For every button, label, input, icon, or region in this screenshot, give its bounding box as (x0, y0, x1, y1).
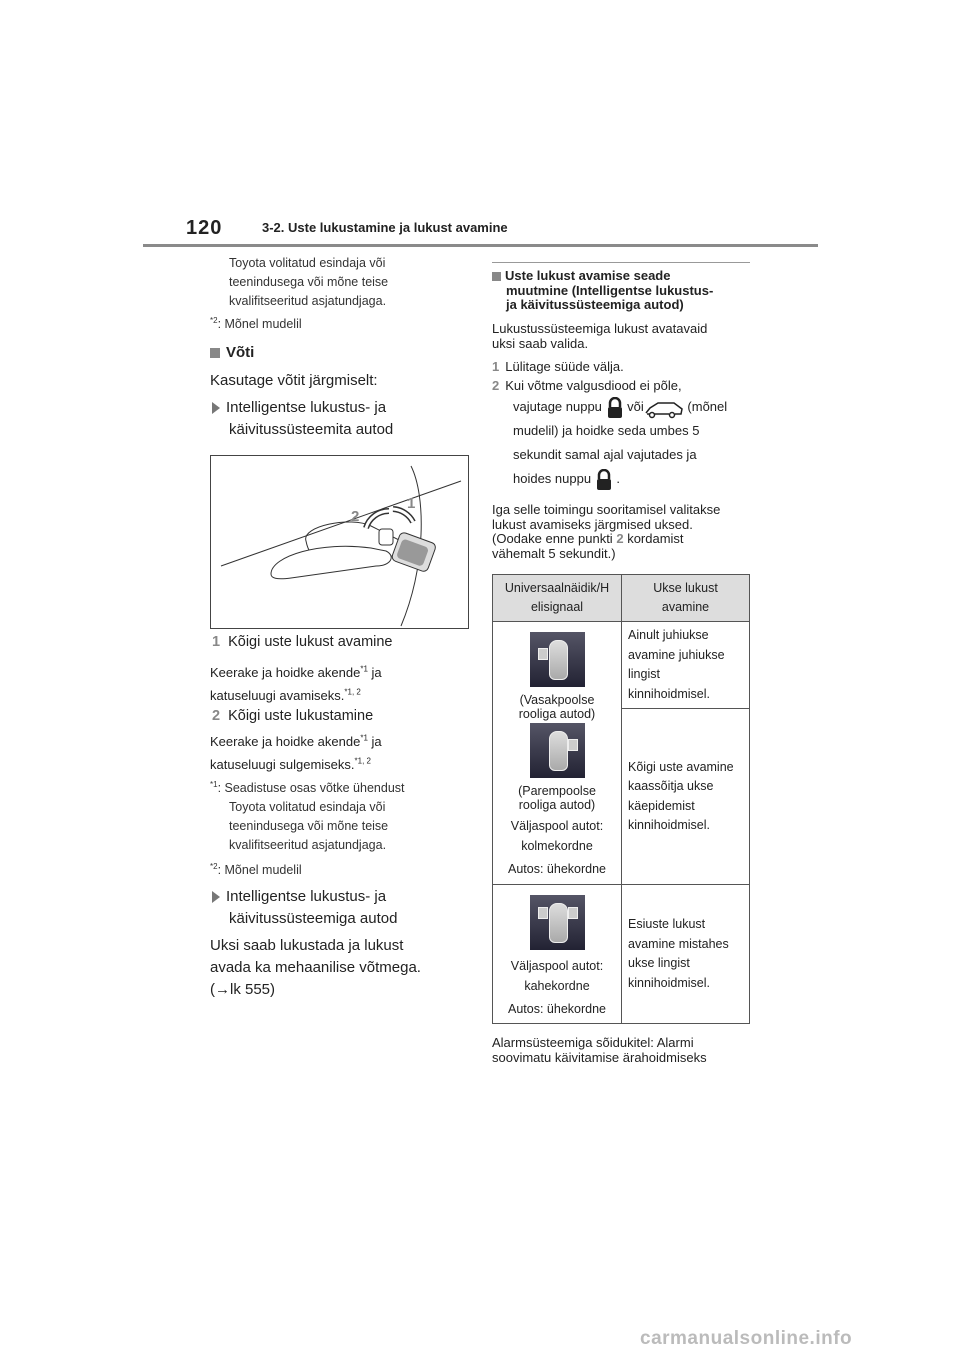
text-line: käivitussüsteemita autod (229, 421, 394, 438)
lock-icon (595, 469, 613, 491)
text-line: Toyota volitatud esindaja või (229, 256, 386, 270)
text-line: sekundit samal ajal vajutades ja (513, 447, 697, 462)
text-line: avada ka mehaanilise võtmega. (210, 959, 421, 976)
text-line: muutmine (Intelligentse lukustus- (506, 282, 714, 298)
footnote-marker: *1 (360, 664, 368, 674)
door-handle-illustration (211, 456, 468, 628)
text-line: teenindusega või mõne teise (229, 819, 389, 833)
figure-label-2: 2 (351, 508, 360, 525)
text-line: Lukustussüsteemiga lukust avatavaid (492, 321, 708, 336)
page-reference: (→lk 555) (210, 981, 276, 998)
item-1 (212, 631, 393, 653)
text-line: ja käivitussüsteemiga autod) (506, 297, 684, 312)
text-line: . (616, 471, 620, 486)
text-line: ja (367, 734, 382, 749)
item-title: Kõigi uste lukust avamine (228, 634, 393, 650)
text-line: Intelligentse lukustus- ja (226, 888, 387, 905)
triangle-bullet-icon (212, 402, 220, 414)
text-line: Toyota volitatud esindaja või (229, 800, 386, 814)
text-line: lukust avamiseks järgmised uksed. (492, 516, 693, 532)
car-all-doors-icon (530, 895, 585, 950)
footnote-1 (210, 779, 460, 855)
item-number: 2 (212, 708, 221, 724)
text-line: kvalifitseeritud asjatundjaga. (229, 294, 387, 308)
text-line: mudelil) ja hoidke seda umbes 5 (513, 423, 700, 438)
triangle-bullet-icon (212, 891, 220, 903)
text-line: teenindusega või mõne teise (229, 275, 389, 289)
text-line: : Seadistuse osas võtke ühendust (217, 781, 405, 795)
item-2-desc (210, 730, 382, 776)
footnote-text: : Mõnel mudelil (217, 863, 302, 877)
step-number: 1 (492, 359, 500, 374)
key-figure (210, 455, 469, 629)
right-heading (492, 269, 713, 313)
unlock-settings-table (492, 574, 750, 1024)
text-line: või (627, 399, 644, 414)
table-row (493, 622, 750, 709)
car-driver-door-right-icon (530, 723, 585, 778)
item-title: Kõigi uste lukustamine (228, 708, 374, 724)
text-line: kordamist (627, 531, 684, 546)
table-header-signal: Universaalnäidik/H elisignaal (493, 575, 622, 622)
footnote-marker: *2 (210, 315, 218, 325)
lock-icon (606, 397, 624, 419)
right-heading-rule (492, 262, 750, 263)
header-rule (143, 244, 818, 247)
text-line: käivitussüsteemiga autod (229, 910, 398, 927)
subheading-without-system (212, 397, 393, 441)
table-cell-unlock: Ainult juhiukse avamine juhiukse lingist kinnihoidmisel. (622, 622, 750, 709)
text-line: Intelligentse lukustus- ja (226, 399, 387, 416)
footnote-marker: *1, 2 (344, 687, 361, 697)
car-outline-icon (644, 397, 684, 419)
text-line: kvalifitseeritud asjatundjaga. (229, 838, 387, 852)
square-bullet-icon (492, 272, 501, 281)
item-number: 1 (212, 634, 221, 650)
table-cell-unlock: Kõigi uste avamine kaassõitja ukse käepidemist kinnihoidmisel. (622, 709, 750, 885)
footnote-marker: *1 (210, 779, 218, 789)
table-cell-unlock: Esiuste lukust avamine mistahes ukse lingist kinnihoidmisel. (622, 885, 750, 1024)
text-line: hoides nuppu (513, 471, 592, 486)
step-reference: 2 (616, 531, 624, 546)
car-driver-door-left-icon (530, 632, 585, 687)
mechanical-key-text (210, 935, 421, 1001)
heading-text: Võti (226, 344, 255, 361)
table-cell-signal: Väljaspool autot: kahekordne Autos: ühekordne (493, 885, 622, 1024)
text-line: vähemalt 5 sekundit.) (492, 545, 616, 561)
after-steps-text (492, 503, 720, 561)
alarm-note (492, 1036, 707, 1065)
text-line: (Oodake enne punkti (492, 531, 613, 546)
footnote-2a (210, 315, 302, 334)
footnote-marker: *1 (360, 733, 368, 743)
step-number: 2 (492, 378, 500, 393)
key-intro: Kasutage võtit järgmiselt: (210, 372, 378, 389)
figure-label-1: 1 (407, 495, 416, 512)
text-line: uksi saab valida. (492, 335, 589, 351)
text-line: (mõnel (687, 399, 728, 414)
text-line: ja (367, 665, 382, 680)
footnote-marker: *1, 2 (354, 756, 371, 766)
square-bullet-icon (210, 348, 220, 358)
footnote-text: : Mõnel mudelil (217, 317, 302, 331)
step-text: Lülitage süüde välja. (505, 359, 624, 374)
section-title: 3-2. Uste lukustamine ja lukust avamine (262, 220, 508, 235)
table-row (493, 885, 750, 1024)
text-line: Keerake ja hoidke akende (210, 665, 361, 680)
text-line: Alarmsüsteemiga sõidukitel: Alarmi (492, 1035, 694, 1050)
right-intro (492, 322, 707, 351)
text-line: Uksi saab lukustada ja lukust (210, 937, 404, 954)
page-number: 120 (186, 217, 223, 239)
text-line: vajutage nuppu (513, 399, 602, 414)
text-line: Kui võtme valgusdiood ei põle, (505, 378, 682, 393)
step-2 (492, 376, 752, 493)
text-line: katuseluugi avamiseks. (210, 688, 345, 703)
watermark: carmanualsonline.info (640, 1328, 853, 1349)
footnote-marker: *2 (210, 861, 218, 871)
heading-key (210, 342, 254, 364)
subheading-with-system (212, 886, 397, 930)
text-line: katuseluugi sulgemiseks. (210, 757, 355, 772)
item-2 (212, 705, 373, 727)
text-line: Keerake ja hoidke akende (210, 734, 361, 749)
intro-note (229, 254, 469, 311)
table-header-row (493, 575, 750, 622)
table-cell-signal: (Vasakpoolse rooliga autod) (Parempoolse rooliga autod) Väljaspool autot: kolmekordne Autos: ühekordne (493, 622, 622, 885)
text-line: Uste lukust avamise seade (505, 268, 671, 283)
footnote-2b (210, 861, 302, 880)
text-line: soovimatu käivitamise ärahoidmiseks (492, 1049, 707, 1065)
table-header-unlock: Ukse lukust avamine (622, 575, 750, 622)
text-line: Iga selle toimingu sooritamisel valitakse (492, 502, 721, 517)
step-1 (492, 357, 624, 376)
item-1-desc (210, 661, 382, 707)
